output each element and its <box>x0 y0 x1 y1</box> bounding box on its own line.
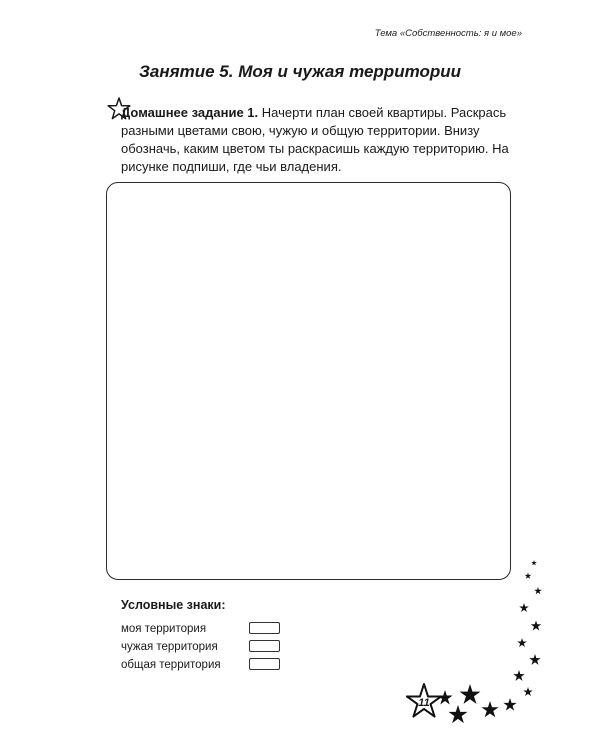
task-text: Начерти план своей квартиры. Раскрась разными цветами свою, чужую и общую территории. Внизу обозначь, каким цветом ты раскрасишь каждую территорию. На рисунке подпиши, где чьи владения. <box>121 105 509 174</box>
legend-color-box[interactable] <box>249 622 280 634</box>
legend-color-box[interactable] <box>249 658 280 670</box>
running-head: Тема «Собственность: я и мое» <box>374 28 522 39</box>
lesson-title: Занятие 5. Моя и чужая территории <box>138 62 462 81</box>
star-icon <box>460 684 481 704</box>
star-icon <box>523 687 533 696</box>
legend-color-box[interactable] <box>249 640 280 652</box>
page-number: 11 <box>418 697 430 709</box>
drawing-area[interactable] <box>106 182 511 580</box>
star-icon <box>531 621 541 631</box>
star-icon <box>503 698 516 711</box>
star-icon <box>448 705 467 723</box>
legend-title: Условные знаки: <box>121 598 226 612</box>
task-instructions <box>121 104 521 176</box>
task-label: Домашнее задание 1. <box>121 105 259 120</box>
star-icon <box>481 701 498 717</box>
star-icon <box>517 638 527 647</box>
legend-item-common-territory <box>121 658 291 674</box>
star-icon <box>513 670 524 681</box>
legend-item-label: моя территория <box>121 623 207 635</box>
legend-item-foreign-territory <box>121 640 291 656</box>
legend-item-label: чужая территория <box>121 641 218 653</box>
star-icon <box>534 587 542 594</box>
star-icon <box>525 573 532 579</box>
legend-item-label: общая территория <box>121 659 221 671</box>
star-icon <box>519 603 529 612</box>
star-icon <box>531 560 537 565</box>
legend-item-my-territory <box>121 622 291 638</box>
star-icon <box>529 654 540 665</box>
